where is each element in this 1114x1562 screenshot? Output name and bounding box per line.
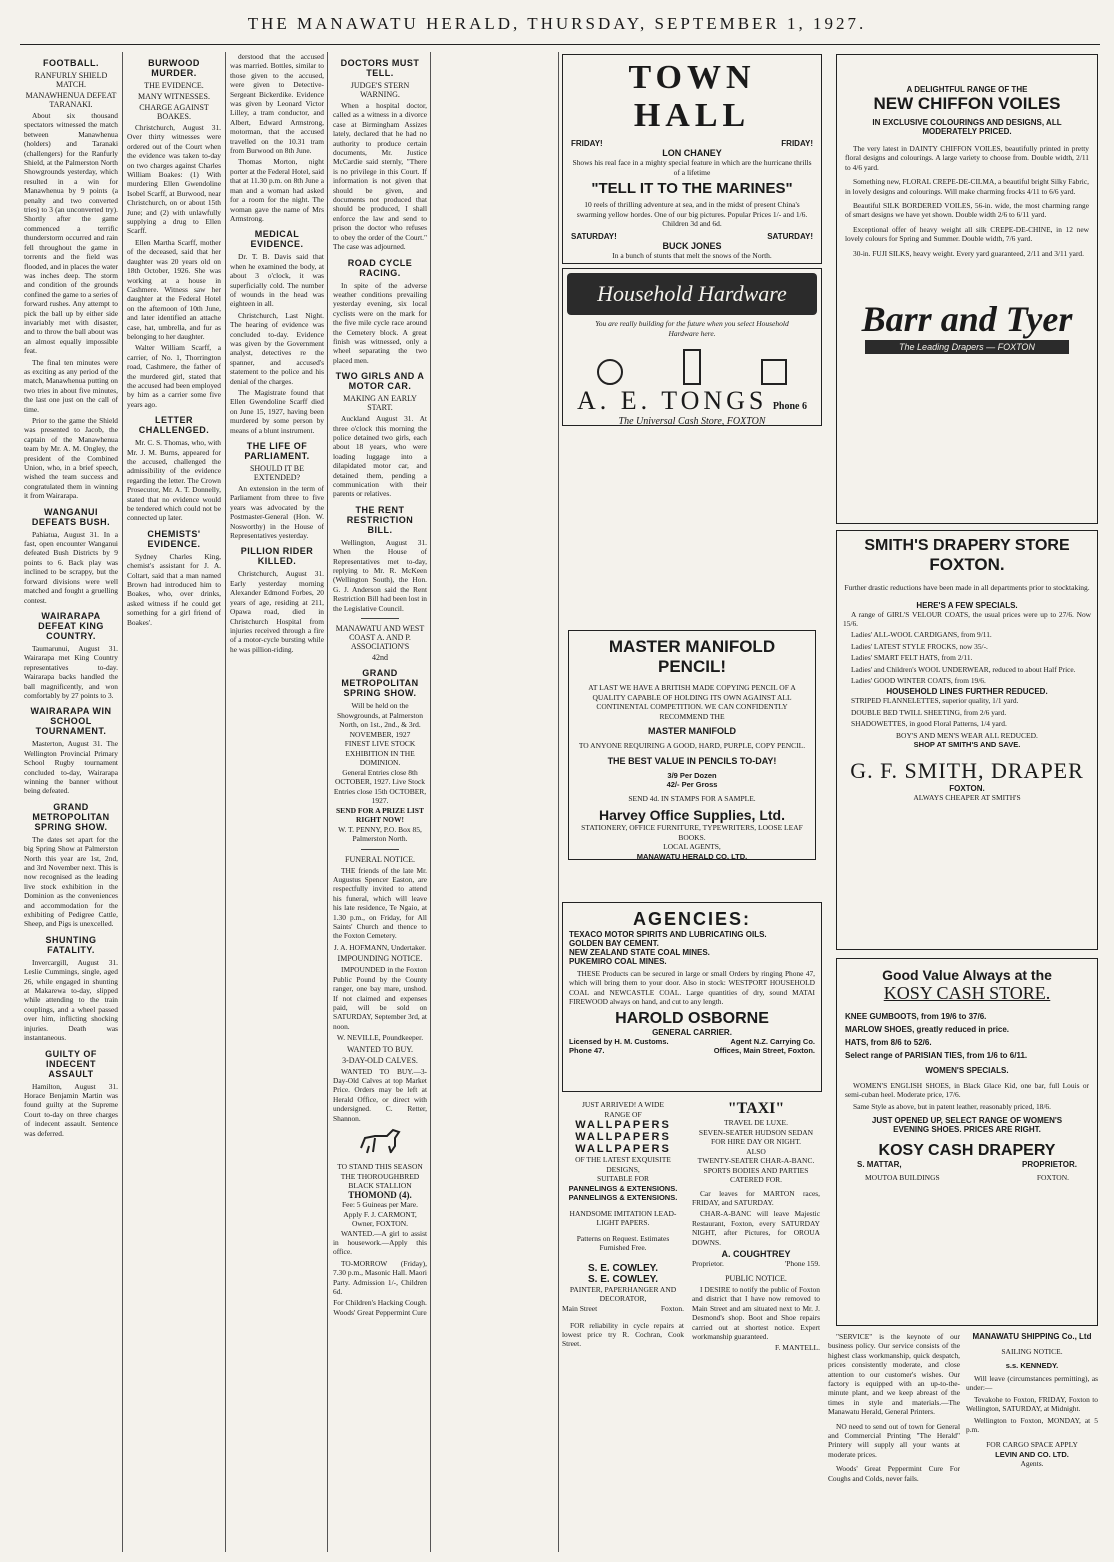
notice-text: WANTED TO BUY.—3-Day-Old Calves at top Market Price. Orders may be left at Herald Office, or direct with undersigned. C. Retter, Shannon. (333, 1066, 427, 1123)
ad-text: TO ANYONE REQUIRING A GOOD, HARD, PURPLE, COPY PENCIL. (578, 741, 806, 750)
ad-text: MANAWATU HERALD CO. LTD. (636, 851, 748, 860)
notice-text: s.s. KENNEDY. (1005, 1360, 1059, 1370)
headline: ROAD CYCLE RACING. (347, 257, 413, 278)
wallpaper-ad (562, 1100, 684, 1550)
ad-title: TOWN HALL (628, 59, 756, 134)
ad-text: Main Street (562, 1303, 598, 1313)
column-rule (327, 52, 328, 1552)
masthead-rule (20, 44, 1100, 45)
ad-text: PROPRIETOR. (1022, 1160, 1077, 1170)
ad-text: ALSO (746, 1146, 766, 1156)
ad-star: LON CHANEY (662, 148, 722, 158)
notice-text: W. NEVILLE, Poundkeeper. (336, 1033, 424, 1043)
headline: SHUNTING FATALITY. (45, 934, 97, 955)
article-text: Invercargill, August 31. Leslie Cummings, single, aged 26, while engaged in shunting at Makarewa to-day, slipped while attending to the train couplings, and a wheel passed over him, inflicting shocking injuries. Death was instantaneous. (24, 957, 118, 1043)
ad-text: FOR reliability in cycle repairs at lowest price try R. Cochran, Cook Street. (562, 1320, 684, 1349)
ad-text: PAINTER, PAPERHANGER AND DECORATOR, (569, 1284, 677, 1303)
ad-text: BOY'S AND MEN'S WEAR ALL REDUCED. (896, 730, 1038, 740)
ad-item: DOUBLE BED TWILL SHEETING, from 2/6 yard. (851, 707, 1007, 717)
ad-item: 30-in. FUJI SILKS, heavy weight. Every yard guaranteed, 2/11 and 3/11 yard. (853, 248, 1084, 258)
ad-title: MASTER MANIFOLD PENCIL! (608, 637, 776, 676)
headline: CHEMISTS' EVIDENCE. (147, 528, 201, 549)
ad-text: Car leaves for MARTON races, FRIDAY, and SATURDAY. (692, 1188, 820, 1207)
agencies-ad (562, 902, 822, 1092)
ad-text: RANGE OF (604, 1109, 642, 1119)
column-continued (230, 52, 324, 1552)
headline: BURWOOD MURDER. (148, 58, 200, 78)
ad-item: Exceptional offer of heavy weight all silk CREPE-DE-CHINE, in 12 new lovely colours for Spring and Summer. Double width, 7/6 yard. (845, 224, 1089, 244)
ad-number: 42nd (372, 653, 388, 663)
ad-text: MOUTOA BUILDINGS (865, 1173, 940, 1183)
ad-text: SUITABLE FOR (596, 1174, 650, 1183)
ad-text: FOXTON. (1036, 1173, 1069, 1183)
ad-item: Ladies' ALL-WOOL CARDIGANS, from 9/11. (851, 630, 992, 640)
subhead: THE EVIDENCE. (144, 81, 204, 90)
notice-text: Woods' Great Peppermint Cure For Coughs and Colds, never fails. (828, 1464, 960, 1483)
headline: FOOTBALL. (43, 58, 99, 68)
ad-text: Shows his real face in a mighty special feature in which are the hurricane thrills of a lifetime (572, 158, 812, 177)
masthead: THE MANAWATU HERALD, THURSDAY, SEPTEMBER 1, 1927. (247, 14, 867, 33)
headline: LETTER CHALLENGED. (138, 415, 210, 436)
article-text: The dates set apart for the big Spring Show at Palmerston North this year are 1st, 2nd, and 3rd November next. This is now recognised as the leading live stock exhibition in the Dominion as the conveniences and accommodation for the exhibiting of Pedigree Cattle, Sheep, and Pigs is unexcelled. (24, 834, 118, 929)
hardware-icons (567, 342, 817, 386)
notice-text: "SERVICE" is the keynote of our business policy. Our service consists of the highest class workmanship, quick despatch, prices consistently moderate, and close attention to our customer's wishes. Our factory is equipped with an up-to-the-minute plant, and we keep abreast of the times in style and materials.—The Manawatu Herald, General Printers. (828, 1332, 960, 1417)
ad-text: Agent N.Z. Carrying Co. (730, 1036, 815, 1046)
subhead: JUDGE'S STERN WARNING. (350, 81, 410, 99)
ad-text: MODERATELY PRICED. (922, 127, 1012, 136)
ad-text: EVENING SHOES. PRICES ARE RIGHT. (893, 1125, 1041, 1135)
ad-text: 'Phone 159. (784, 1258, 820, 1268)
article-text: Sydney Charles King, chemist's assistant for J. A. Coltart, said that a man named Brown had introduced him to Boakes, who, over drinks, asked witness if he could get something for a girl friend of Boakes'. (127, 551, 221, 627)
notice-text: IMPOUNDED in the Foxton Public Pound by the County ranger, one bay mare, unshod. If not claimed and expenses paid, will be sold on SATURDAY, September 3rd, at noon. (333, 965, 427, 1031)
ad-day: SATURDAY! (571, 231, 617, 241)
ad-text: ALWAYS CHEAPER AT SMITH'S (913, 792, 1021, 802)
logo: Barr and Tyer (861, 299, 1073, 340)
ad-text: SPORTS BODIES AND PARTIES CATERED FOR. (703, 1165, 809, 1184)
column-football (24, 52, 118, 1552)
ad-item: Ladies' LATEST STYLE FROCKS, now 35/-. (851, 641, 988, 651)
ad-text: 10 reels of thrilling adventure at sea, and in the midst of present China's swarming yellow hordes. One of our big pictures. Popular Prices 1/- and 1/6. Children 3d and 6d. (576, 200, 808, 228)
divider (361, 618, 399, 619)
hardware-ad (562, 268, 822, 426)
ad-item: The very latest in DAINTY CHIFFON VOILES, beautifully printed in pretty floral designs and colourings. A large variety to choose from. Double width, 2/11 to 4/6 yard. (845, 144, 1089, 172)
ad-text: Further drastic reductions have been made in all departments prior to stocktaking. (844, 583, 1090, 592)
ad-item: Ladies' GOOD WINTER COATS, from 19/6. (851, 675, 986, 685)
ad-line: NEW ZEALAND STATE COAL MINES. (569, 948, 710, 957)
notice-text: LEVIN AND CO. LTD. (995, 1449, 1069, 1459)
ad-item: Select range of PARISIAN TIES, from 1/6 to 6/11. (845, 1051, 1028, 1060)
article-text: Thomas Morton, night porter at the Federal Hotel, said that at 11.30 p.m. on 8th June a man and a woman had asked for a room for the night. The woman gave the name of Mrs Armstrong. (230, 157, 324, 223)
ad-text: General Entries close 8th OCTOBER, 1927. Live Stock Entries close 15th OCTOBER, 1927. (333, 767, 427, 806)
notice-text: TO-MORROW (Friday), 7.30 p.m., Masonic Hall. Maori Party. Admission 1/-, Children 6d. (333, 1258, 427, 1297)
article-text: About six thousand spectators witnessed the match between Manawhenua (holders) and Taranaki (challengers) for the Ranfurly Shield, at the Palmerston North Showgrounds yesterday, which resulted in a win for Manawhenua by 9 points (a penalty and two converted tries) to 3 (an unconverted try). Shortly after the game commenced a terrific thunderstorm occurred and rain fell throughout the game in torrents and the field was flooded, and in places the water was inches deep. The storm and condition of the grounds confined the game to a series of forward rushes. Any attempt to pick the ball up by either side invariably met with disaster, and to throw the ball about was an almost equally impossible feat. (24, 111, 118, 356)
ad-text: OF THE LATEST EXQUISITE DESIGNS, (575, 1155, 671, 1174)
kosy-ad (836, 958, 1098, 1326)
stud-text: Fee: 5 Guineas per Mare. (341, 1200, 418, 1210)
ad-text: Proprietor. (692, 1258, 724, 1268)
ad-text: Patterns on Request. Estimates Furnished Free. (576, 1233, 670, 1252)
ad-heading: MANAWATU AND WEST COAST A. AND P. ASSOCIATION'S (335, 624, 425, 652)
article-text: Walter William Scarff, a carrier, of No. 1, Thorrington road, Cashmere, the father of the murdered girl, stated that the accused had been employed by him as a carrier some five years ago. (127, 343, 221, 409)
ad-item: A range of GIRL'S VELOUR COATS, the usual prices were up to 27/6. Now 15/6. (843, 609, 1091, 628)
notice-heading: IMPOUNDING NOTICE. (337, 954, 423, 964)
ad-item: Same Style as above, but in patent leather, reasonably priced, 18/6. (853, 1101, 1051, 1111)
ad-text: S. MATTAR, (857, 1160, 902, 1170)
taxi-ad (692, 1100, 820, 1550)
ad-text: AT LAST WE HAVE A BRITISH MADE COPYING PENCIL OF A QUALITY CAPABLE OF HOLDING ITS OWN AGAINST ALL CONTINENTAL COMPETITION. WE CAN CONFIDENTLY RECOMMEND THE (588, 683, 796, 721)
notice-text: F. MANTELL. (774, 1343, 820, 1353)
article-text: Ellen Martha Scarff, mother of the deceased, said that her daughter was 20 years old on 18th October, 1926. She was working at a house in Cashmere. Witness saw her daughter at the Federal Hotel on the afternoon of 10th June, and later identified an attache case, hat, umbrella, and fur as belonging to her daughter. (127, 237, 221, 341)
ad-text: PANNELINGS & EXTENSIONS. (568, 1183, 678, 1193)
ad-text: FINEST LIVE STOCK EXHIBITION IN THE DOMINION. (344, 739, 416, 768)
ad-text: SHOP AT SMITH'S AND SAVE. (913, 740, 1021, 750)
article-text: The Magistrate found that Ellen Gwendoline Scarff died on June 15, 1927, having been murdered by some person by means of a blunt instrument. (230, 388, 324, 435)
ad-item: HATS, from 8/6 to 52/6. (845, 1038, 932, 1047)
column-rule (122, 52, 123, 1552)
ad-headline: WALLPAPERS (575, 1131, 671, 1143)
town-hall-ad (562, 54, 822, 264)
ad-title: AGENCIES: (632, 909, 751, 929)
notice-heading: MANAWATU SHIPPING Co., Ltd (972, 1332, 1092, 1341)
notice-heading: 3-DAY-OLD CALVES. (342, 1055, 418, 1065)
notice-text: SAILING NOTICE. (1001, 1347, 1063, 1356)
printing-notice (828, 1332, 960, 1552)
article-text: Prior to the game the Shield was presented to Jacob, the captain of the Manawhenua team by Mr. A. M. Ongley, the president of the Combined Union, who, in a brief speech, wished the team success and congratulated them in winning it from Wairarapa. (24, 416, 118, 501)
subhead: MANAWHENUA DEFEAT TARANAKI. (25, 91, 117, 109)
ad-text: TRAVEL DE LUXE. (724, 1118, 788, 1127)
notice-text: For Children's Hacking Cough. Woods' Great Peppermint Cure (333, 1298, 427, 1317)
stud-text: Apply F. J. CARMONT, Owner, FOXTON. (343, 1209, 417, 1229)
ad-text: HOUSEHOLD LINES FURTHER REDUCED. (886, 687, 1048, 697)
article-text: Mr. C. S. Thomas, who, with Mr. J. M. Burns, appeared for the accused, challenged the admissibility of the evidence regarding the letter. The Crown Prosecutor, Mr. A. T. Donnelly, stated that no evidence would be tendered which could not be connected up later. (127, 438, 221, 523)
article-text: Pahiatua, August 31. In a fast, open encounter Wanganui defeated Bush Districts by 9 points to 6. Back play was inclined to be scrappy, but the forward divisions were well matched and fought a gruelling contest. (24, 529, 118, 605)
ad-text: Will be held on the Showgrounds, at Palmerston North, on 1st., 2nd., & 3rd. NOVEMBER, 1927 (336, 701, 424, 739)
notice-text: Agents. (1020, 1459, 1044, 1469)
ad-text: W. T. PENNY, P.O. Box 85, Palmerston North. (338, 824, 422, 844)
ad-text: A DELIGHTFUL RANGE OF THE (906, 85, 1028, 94)
ad-title: FOXTON. (929, 555, 1005, 574)
ad-text: HANDSOME IMITATION LEAD-LIGHT PAPERS. (569, 1208, 677, 1227)
headline: WAIRARAPA WIN SCHOOL TOURNAMENT. (30, 706, 112, 737)
ad-line: GOLDEN BAY CEMENT. (569, 939, 659, 948)
column-rule (225, 52, 226, 1552)
ad-line: PUKEMIRO COAL MINES. (569, 957, 667, 966)
headline: DOCTORS MUST TELL. (340, 58, 420, 78)
ad-name: G. F. SMITH, DRAPER (850, 757, 1084, 783)
horse-icon (333, 1126, 427, 1159)
ad-text: The Universal Cash Store, FOXTON (618, 416, 766, 426)
shipping-notice (966, 1332, 1098, 1552)
article-text: An extension in the term of Parliament from three to five years was advocated by the Postmaster-General (Hon. W. Nosworthy) in the House of Representatives yesterday. (230, 484, 324, 541)
ad-headline: WALLPAPERS (575, 1119, 671, 1131)
ad-price: 3/9 Per Dozen (667, 770, 717, 780)
article-text: In spite of the adverse weather conditions prevailing yesterday evening, six local cyclists were on the mark for the five mile cycle race around the Cemetery block. A great finish was witnessed, only a wheel separating the two placed men. (333, 280, 427, 365)
ad-line: TEXACO MOTOR SPIRITS AND LUBRICATING OILS. (569, 930, 767, 939)
notice-text: THE friends of the late Mr. Augustus Spencer Easton, are respectfully invited to attend his funeral, which will leave his late residence, Te Ngaio, at 1.30 p.m., on Friday, for All Saints' Church and thence to the Foxton Cemetery. (333, 865, 427, 941)
ad-text: CHAR-A-BANC will leave Majestic Restaurant, Foxton, every SATURDAY NIGHT, after Pictures, for OROUA DOWNS. (692, 1209, 820, 1247)
ad-item: Ladies' SMART FELT HATS, from 2/11. (851, 653, 973, 663)
article-text: Taumarunui, August 31. Wairarapa met King Country representatives to-day. Wairarapa backs handled the ball magnificently, and won comfortably by 27 points to 3. (24, 643, 118, 700)
notice-text: Wellington to Foxton, MONDAY, at 5 p.m. (966, 1415, 1098, 1435)
pencil-ad (568, 630, 816, 860)
headline: WANGANUI DEFEATS BUSH. (31, 506, 111, 527)
chiffon-ad (836, 54, 1098, 524)
headline: MEDICAL EVIDENCE. (250, 229, 304, 250)
ad-item: Something new, FLORAL CREPE-DE-CILMA, a beautiful bright Silky Fabric, in lovely designs and colourings. Will make charming frocks 4/11 to 6/6 yard. (845, 177, 1089, 196)
article-text: Christchurch, Last Night. The hearing of evidence was concluded to-day. Evidence was given by the Government analyst, detectives re the spanner, and accused's statement to the police and his denial of the charges. (230, 310, 324, 386)
ad-item: KNEE GUMBOOTS, from 19/6 to 37/6. (845, 1012, 987, 1021)
notice-text: NO need to send out of town for General and Commercial Printing "The Herald" Printery will supply all your wants at moderate prices. (828, 1421, 960, 1459)
ad-text: PANNELINGS & EXTENSIONS. (568, 1193, 678, 1202)
kettle-icon (595, 346, 625, 386)
notice-text: FOR CARGO SPACE APPLY (986, 1440, 1078, 1450)
ad-text: JUST ARRIVED! A WIDE (581, 1100, 665, 1109)
notice-text: J. A. HOFMANN, Undertaker. (333, 942, 427, 952)
article-text: Auckland August 31. At three o'clock this morning the police detained two girls, each about 18 years, who were loading luggage into a dilapidated motor car, and detained them, pending a communication with their parents or relatives. (333, 414, 427, 499)
ad-item: STRIPED FLANNELETTES, superior quality, 1/1 yard. (851, 696, 1019, 706)
ad-banner: Household Hardware (567, 273, 817, 315)
article-text: Masterton, August 31. The Wellington Provincial Primary School Rugby tournament concluded to-day, Wairarapa winning the banner without being defeated. (24, 739, 118, 796)
ad-headline: WALLPAPERS (575, 1143, 671, 1155)
article-text: Dr. T. B. Davis said that when he examined the body, at about 3 o'clock, it was superficially cold. The number of wounds in the head was eighteen in all. (230, 252, 324, 309)
article-text: Hamilton, August 31. Horace Benjamin Martin was found guilty at the Supreme Court to-day on three charges of indecent assault. Sentence was deferred. (24, 1081, 118, 1138)
subhead: CHARGE AGAINST BOAKES. (139, 103, 209, 121)
stud-text: TO STAND THIS SEASON (337, 1162, 423, 1172)
subhead: SHOULD IT BE EXTENDED? (249, 464, 305, 483)
ad-star: BUCK JONES (662, 240, 722, 251)
ad-film: "TELL IT TO THE MARINES" (591, 180, 793, 197)
subhead: MAKING AN EARLY START. (343, 394, 417, 413)
ad-name: S. E. COWLEY. (587, 1262, 658, 1274)
grater-icon (681, 346, 703, 386)
ad-title: SMITH'S DRAPERY STORE (864, 537, 1070, 554)
ad-text: In a bunch of stunts that melt the snows of the North. (612, 250, 772, 260)
divider (361, 849, 399, 850)
ad-text: Foxton. (660, 1303, 684, 1313)
ad-text: Good Value Always at the (882, 967, 1052, 983)
logo-tagline: The Leading Drapers — FOXTON (865, 340, 1069, 354)
ad-title: GRAND METROPOLITAN SPRING SHOW. (341, 668, 419, 699)
ad-text: IN EXCLUSIVE COLOURINGS AND DESIGNS, ALL (872, 118, 1062, 127)
ad-day: SATURDAY! (767, 231, 813, 241)
ad-item: Ladies' and Children's WOOL UNDERWEAR, reduced to about Half Price. (851, 664, 1076, 674)
ad-title: KOSY CASH DRAPERY (878, 1142, 1056, 1160)
ad-text: LOCAL AGENTS, (663, 842, 721, 851)
article-text: When a hospital doctor, called as a witness in a divorce case at Birmingham Assizes lately, declared that he had no authority to produce certain documents, Mr. Justice McCardie said sternly, "There is no privilege in this Court. If information is not given that should be given, and documents not produced that should be produced, I shall enforce the law and send to prison the doctor who refuses to obey the order of the Court." The case was adjourned. (333, 101, 427, 252)
ad-text: JUST OPENED UP, SELECT RANGE OF WOMEN'S (871, 1116, 1063, 1126)
ad-text: WOMEN'S SPECIALS. (925, 1066, 1009, 1075)
ad-text: SEND FOR A PRIZE LIST RIGHT NOW! (336, 805, 424, 825)
pot-icon (759, 346, 789, 386)
ad-text: Licensed by H. M. Customs. (569, 1036, 669, 1046)
article-text: Wellington, August 31. When the House of Representatives met to-day, replying to Mr. R. McKeen (Wellington South), the Hon. G. J. Anderson said the Rent Restriction Bill had been lost in the Legislative Council. (333, 537, 427, 613)
notice-text: WANTED.—A girl to assist in housework.—Apply this office. (333, 1228, 427, 1257)
ad-text: TWENTY-SEATER CHAR-A-BANC. (697, 1156, 815, 1165)
headline: GRAND METROPOLITAN SPRING SHOW. (32, 801, 110, 832)
column-rule (558, 52, 559, 1552)
notice-text: Tevakohe to Foxton, FRIDAY, Foxton to Wellington, SATURDAY, at Midnight. (966, 1394, 1098, 1414)
notice-heading: WANTED TO BUY. (346, 1044, 413, 1054)
ad-text: Offices, Main Street, Foxton. (713, 1045, 815, 1055)
ad-price: 42/- Per Gross (666, 780, 718, 789)
ad-text: GENERAL CARRIER. (652, 1027, 732, 1037)
stud-text: THE THOROUGHBRED BLACK STALLION (340, 1171, 420, 1191)
smiths-drapery-ad (836, 530, 1098, 950)
ad-item: WOMEN'S ENGLISH SHOES, in Black Glace Kid, one bar, full Louis or semi-cuban heel. Moderate price, 17/6. (845, 1081, 1089, 1100)
column-rule (430, 52, 431, 1552)
ad-item: MARLOW SHOES, greatly reduced in price. (845, 1025, 1010, 1034)
headline: PILLION RIDER KILLED. (240, 546, 314, 567)
ad-text: THESE Products can be secured in large or small Orders by ringing Phone 47, which will bring them to your door. Also in stock: WESTPORT HOUSEHOLD COAL and NEWCASTLE COAL. Large quantities of dry, sound MATAI FIREWOOD always on hand, and cut to any length. (569, 969, 815, 1007)
column-notices (333, 52, 427, 1552)
ad-title: KOSY CASH STORE. (883, 983, 1051, 1003)
ad-name: A. COUGHTREY (721, 1248, 791, 1259)
ad-film (571, 262, 813, 264)
ad-item: SHADOWETTES, in good Floral Patterns, 1/4 yard. (851, 719, 1007, 729)
ad-text: FOXTON. (949, 783, 985, 793)
ad-name: A. E. TONGS (577, 386, 768, 415)
headline: WAIRARAPA DEFEAT KING COUNTRY. (38, 610, 104, 641)
ad-text: You are really building for the future when you select Household Hardware here. (595, 319, 789, 338)
ad-name: S. E. COWLEY. (587, 1273, 658, 1285)
ad-item: Beautiful SILK BORDERED VOILES, 56-in. wide, the most charming range of smart designs we have yet shown. Double width 2/6 to 6/11 yard. (845, 201, 1089, 220)
headline: THE RENT RESTRICTION BILL. (346, 504, 414, 535)
ad-text: SEND 4d. IN STAMPS FOR A SAMPLE. (628, 793, 756, 803)
ad-day: FRIDAY! (781, 139, 813, 148)
ad-title: "TAXI" (727, 1100, 785, 1117)
headline: GUILTY OF INDECENT ASSAULT (45, 1048, 97, 1079)
headline: TWO GIRLS AND A MOTOR CAR. (335, 371, 425, 392)
notice-text: Will leave (circumstances permitting), as under:— (966, 1374, 1098, 1393)
ad-text: THE BEST VALUE IN PENCILS TO-DAY! (607, 755, 777, 766)
ad-phone: Phone 6 (772, 401, 807, 412)
notice-heading: PUBLIC NOTICE. (725, 1273, 787, 1283)
ad-company: Harvey Office Supplies, Ltd. (599, 807, 785, 823)
ad-text: STATIONERY, OFFICE FURNITURE, TYPEWRITERS, LOOSE LEAF BOOKS. (581, 823, 803, 842)
stud-name: THOMOND (4). (348, 1189, 412, 1200)
ad-text: MASTER MANIFOLD (648, 726, 736, 736)
column-burwood (127, 52, 221, 1552)
notice-heading: FUNERAL NOTICE. (345, 854, 415, 864)
ad-text: HERE'S A FEW SPECIALS. (916, 600, 1018, 610)
notice-text: I DESIRE to notify the public of Foxton and district that I have now removed to Main Street and am situated next to Mr. J. Desmond's shop. Boot and Shoe repairs carried out at shortest notice. Expert workmanship guaranteed. (692, 1284, 820, 1341)
headline: THE LIFE OF PARLIAMENT. (244, 441, 310, 462)
article-text: The final ten minutes were as exciting as any period of the match, Manawhenua putting on two tries in about five minutes, the last one just on the call of time. (24, 357, 118, 414)
ad-text: SEVEN-SEATER HUDSON SEDAN FOR HIRE DAY OR NIGHT. (698, 1127, 814, 1146)
article-text: Christchurch, August 31. Early yesterday morning Alexander Edmond Forbes, 20 years of age, residing at 211, Opawa road, died in Christchurch Hospital from injuries received through a fire of a motor-cycle bursting while he was pillion-riding. (230, 569, 324, 654)
article-text: derstood that the accused was married. Bottles, similar to those given to the accused, were given to Detective-Sergeant Bickerdike. Evidence was given by Leonard Victor Lilley, a tram conductor, and Albert, Edward Armstrong, motorman, that the accused travelled on the 10.31 tram from Burwood on 8th June. (230, 52, 324, 156)
ad-day: FRIDAY! (571, 139, 603, 148)
ad-name: HAROLD OSBORNE (615, 1009, 769, 1027)
article-text: Christchurch, August 31. Over thirty witnesses were ordered out of the Court when the evidence was taken to-day on two charges against Charles William Boakes: (1) With murdering Ellen Gwendoline Isobel Scarff, at Burwood, near Christchurch, on or about 15th June; and (2) with unlawfully supplying a drug to Ellen Scarff. (127, 123, 221, 236)
ad-title: NEW CHIFFON VOILES (873, 94, 1061, 113)
subhead: MANY WITNESSES. (137, 92, 210, 101)
subhead: RANFURLY SHIELD MATCH. (34, 71, 108, 89)
ad-text: Phone 47. (569, 1045, 605, 1055)
